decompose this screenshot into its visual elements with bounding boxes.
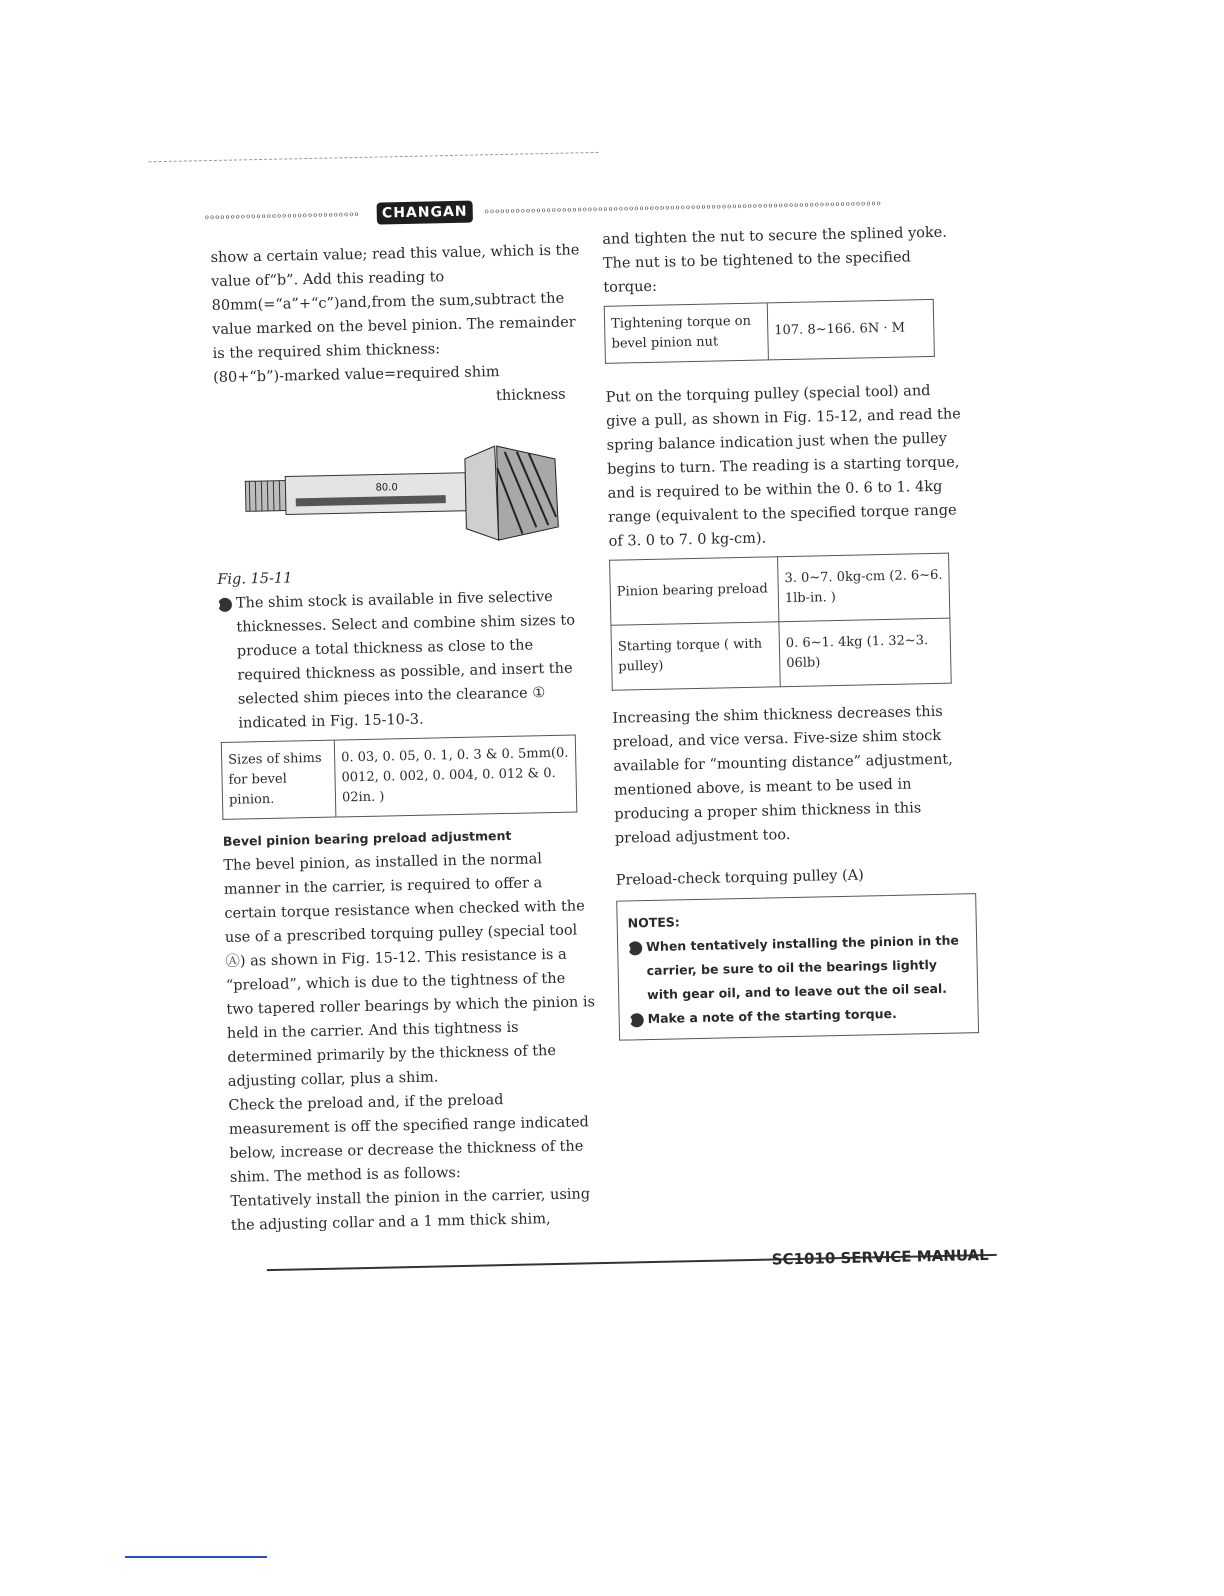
note-item: ● When tentatively installing the pinion in the carrier, be sure to oil the bearings lightly with gear oil, and to leave out the oil seal.	[621, 932, 960, 1003]
bevel-pinion-figure	[235, 437, 567, 554]
shim-marking-label: 80.0	[375, 482, 398, 494]
bullet-icon: ●	[630, 1013, 644, 1027]
paragraph-torquing-pulley: Put on the torquing pulley (special tool) and give a pull, as shown in Fig. 15-12, and read the spring balance indication just when the pulley begins to turn. The reading is a starting torque, and is required to be within the 0. 6 to 1. 4kg range (equivalent to the specified torque range of 3. 0 to 7. 0 kg-cm).	[605, 383, 961, 550]
starting-torque-label: Starting torque ( with pulley)	[611, 622, 780, 691]
header-ornament-right: ℴℴℴℴℴℴℴℴℴℴℴℴℴℴℴℴℴℴℴℴℴℴℴℴℴℴℴℴℴℴℴℴℴℴℴℴℴℴℴℴℴℴℴℴℴℴℴℴℴℴℴℴℴℴℴℴℴℴℴℴℴℴℴℴℴℴℴℴℴℴℴℴℴℴℴℴℴ	[484, 197, 882, 217]
paragraph-shim-calc: show a certain value; read this value, which is the value of“b”. Add this reading to 80mm(=“a”+“c”)and,from the sum,subtract the value marked on the bevel pinion. The remainder is the required shim thickness:	[210, 242, 580, 363]
paragraph-tighten-nut: and tighten the nut to secure the splined yoke. The nut is to be tightened to the specified torque:	[602, 224, 948, 296]
scan-artifact-line	[149, 152, 599, 162]
changan-logo: CHANGAN	[377, 201, 473, 225]
torque-label: Tightening torque on bevel pinion nut	[604, 303, 768, 363]
paragraph-tentative-install: Tentatively install the pinion in the carrier, using the adjusting collar and a 1 mm thick shim,	[230, 1186, 591, 1234]
paragraph-preload-intro: The bevel pinion, as installed in the normal manner in the carrier, is required to offer a certain torque resistance when checked with the use of a prescribed torquing pulley (special tool Ⓐ) as shown in Fig. 15-12. This resistance is a “preload”, which is due to the tightness of the two tapered roller bearings by which the pinion is held in the carrier. And this tightness is determined primarily by the thickness of the adjusting collar, plus a shim.	[223, 851, 596, 1090]
header-ornament-left: ℴℴℴℴℴℴℴℴℴℴℴℴℴℴℴℴℴℴℴℴℴℴℴℴℴℴℴℴℴℴ	[204, 208, 360, 223]
pulley-caption: Preload-check torquing pulley (A)	[615, 867, 864, 889]
formula: (80+“b”)-marked value=required shim	[213, 364, 500, 387]
shim-sizes-label: Sizes of shims for bevel pinion.	[221, 740, 336, 819]
notes-box	[616, 893, 979, 1041]
note-item: ● Make a note of the starting torque.	[622, 1005, 897, 1027]
starting-torque-value: 0. 6~1. 4kg (1. 32~3. 06lb)	[779, 618, 951, 687]
figure-caption: Fig. 15-11	[217, 570, 293, 588]
footer-title: SC1010 SERVICE MANUAL	[771, 1245, 989, 1269]
shim-stock-note: ● The shim stock is available in five selective thicknesses. Select and combine shim sizes to produce a total thickness as close to the required thickness as possible, and insert the selected shim pieces into the clearance ① indicated in Fig. 15-10-3.	[210, 588, 576, 732]
torque-table	[604, 299, 935, 364]
shim-sizes-table	[221, 735, 578, 820]
preload-label: Pinion bearing preload	[610, 557, 779, 626]
bullet-icon: ●	[218, 598, 232, 612]
bottom-blue-rule	[125, 1556, 267, 1558]
formula-end: thickness	[495, 386, 566, 405]
bullet-icon: ●	[628, 941, 642, 955]
bevel-pinion-illustration	[235, 437, 567, 554]
paragraph-check-preload: Check the preload and, if the preload measurement is off the specified range indicated below, increase or decrease the thickness of the shim. The method is as follows:	[228, 1092, 590, 1186]
preload-value: 3. 0~7. 0kg-cm (2. 6~6. 1lb-in. )	[778, 553, 950, 622]
notes-title: NOTES:	[627, 914, 680, 931]
paragraph-shim-thickness: Increasing the shim thickness decreases this preload, and vice versa. Five-size shim stock available for “mounting distance” adjustment, mentioned above, is meant to be used in producing a proper shim thickness in this preload adjustment too.	[612, 703, 953, 847]
section-heading: Bevel pinion bearing preload adjustment	[222, 827, 512, 849]
left-column	[210, 238, 601, 1238]
right-column	[602, 220, 979, 1040]
shim-sizes-value: 0. 03, 0. 05, 0. 1, 0. 3 & 0. 5mm(0. 0012, 0. 002, 0. 004, 0. 012 & 0. 02in. )	[334, 735, 577, 817]
torque-value: 107. 8~166. 6N · M	[767, 299, 934, 359]
preload-table	[609, 553, 952, 691]
